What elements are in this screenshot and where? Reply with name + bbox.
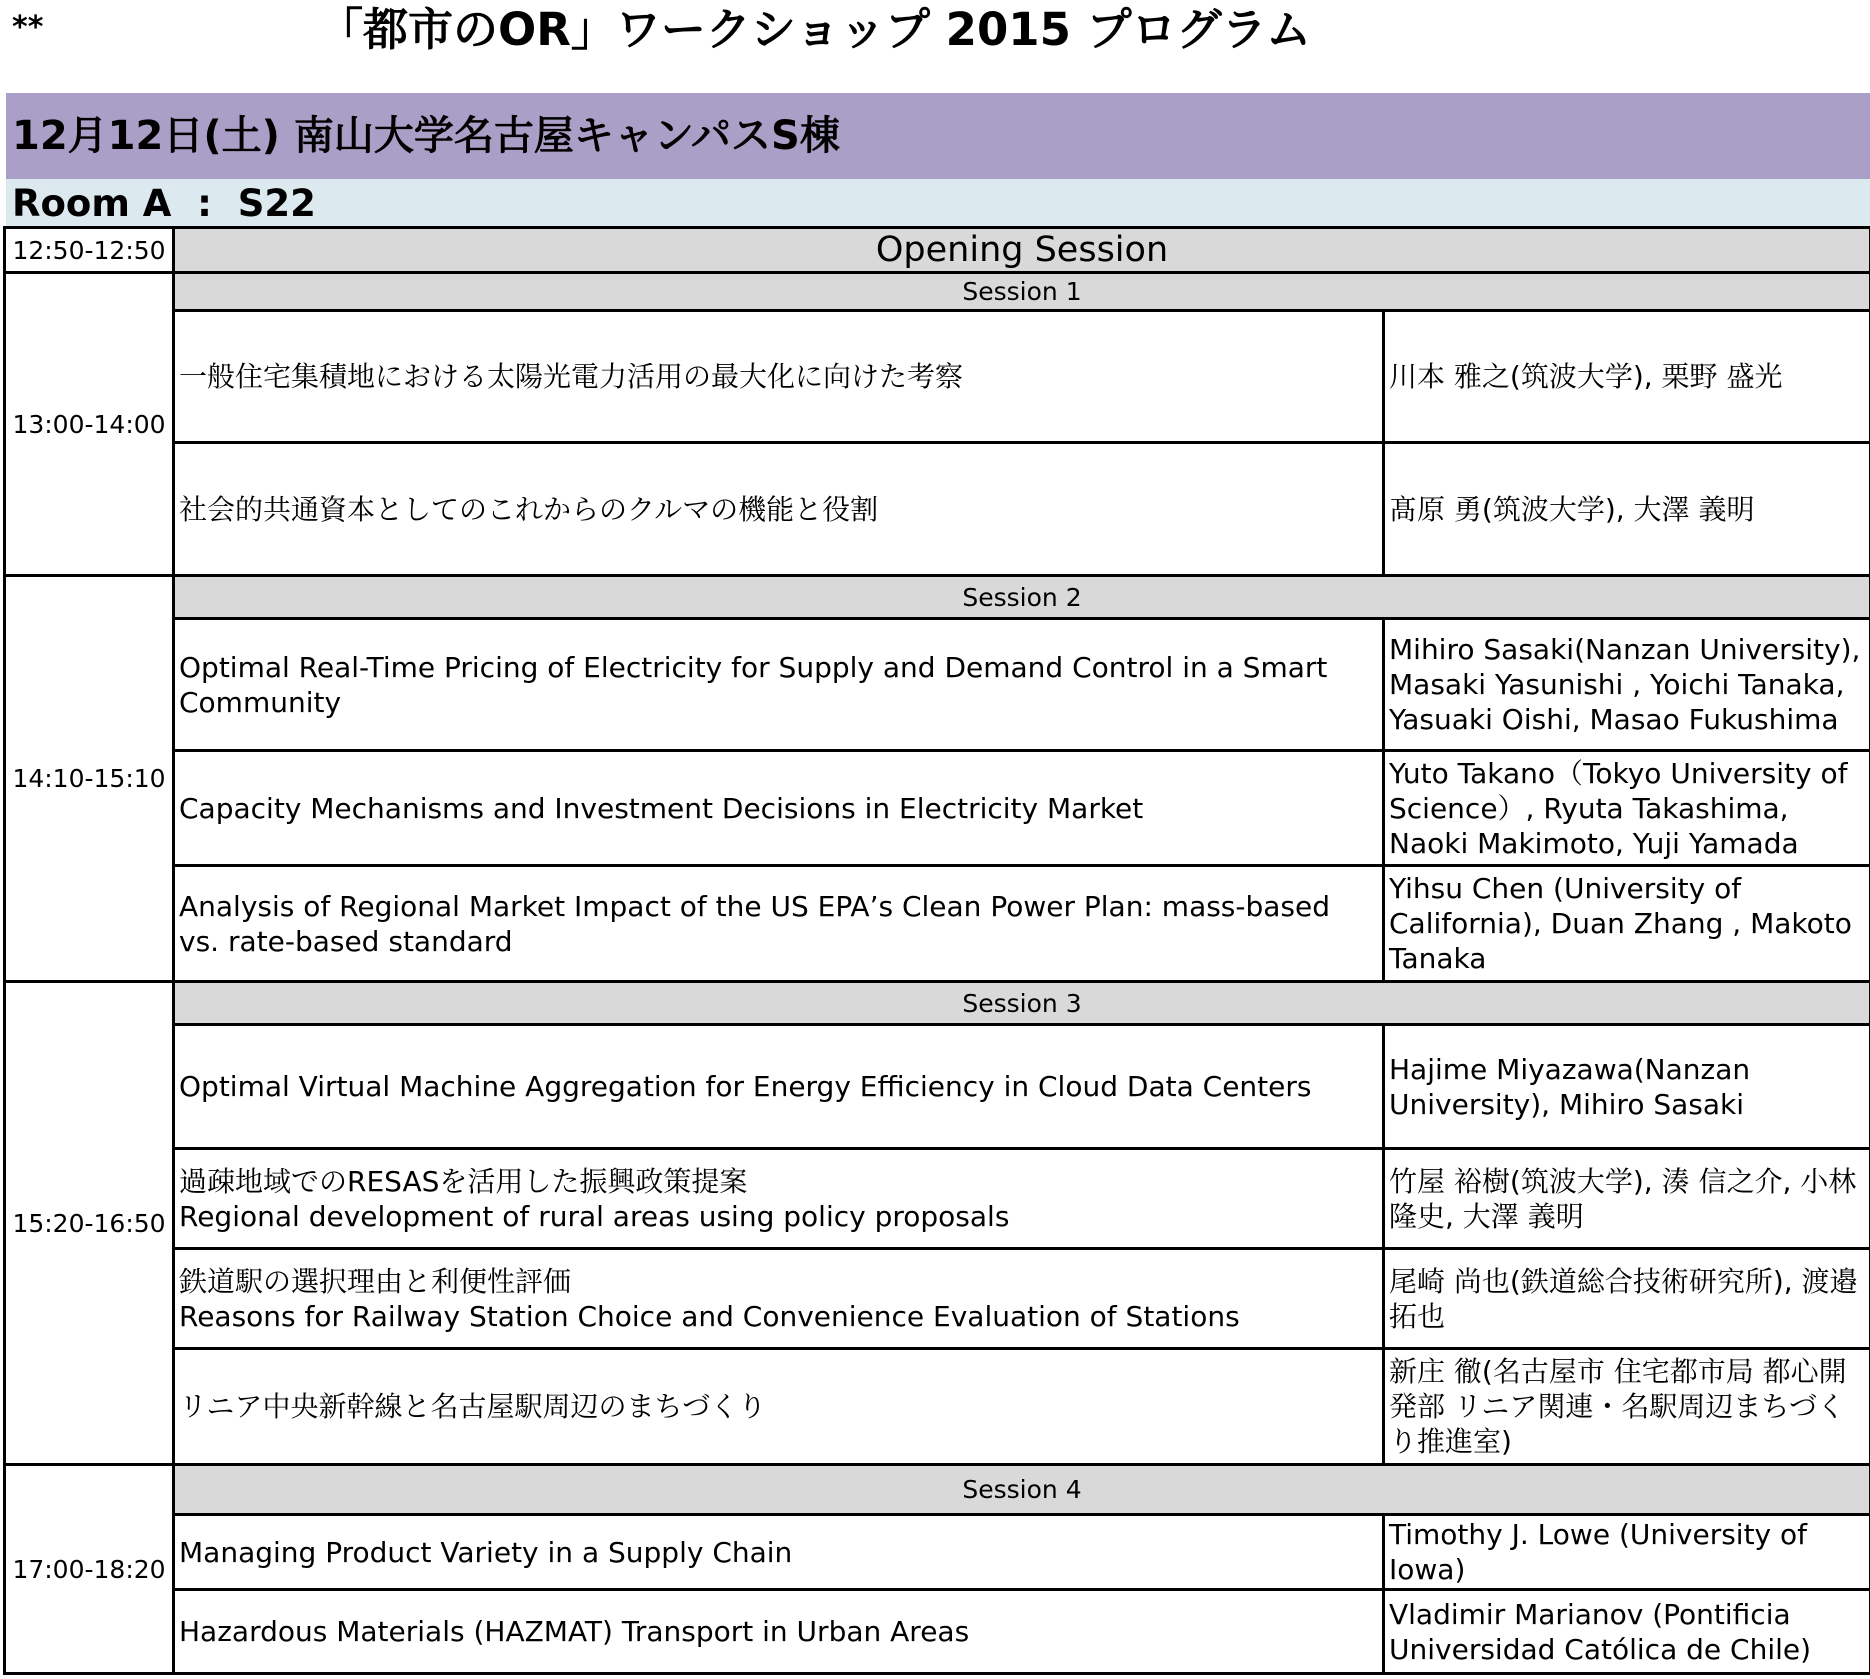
table-row <box>5 751 1870 866</box>
talk-authors: 髙原 勇(筑波大学), 大澤 義明 <box>1384 443 1870 576</box>
talk-title-cell <box>174 1249 1384 1349</box>
talk-authors: Yuto Takano（Tokyo University of Science）, Ryuta Takashima, Naoki Makimoto, Yuji Yamada <box>1384 751 1870 866</box>
talk-title: 一般住宅集積地における太陽光電力活用の最大化に向けた考察 <box>174 311 1384 443</box>
session-time: 17:00-18:20 <box>5 1465 174 1674</box>
table-row <box>5 443 1870 576</box>
page-title: 「都市のOR」ワークショップ 2015 プログラム <box>318 3 1312 56</box>
talk-authors: 新庄 徹(名古屋市 住宅都市局 都心開発部 リニア関連・名駅周辺まちづくり推進室) <box>1384 1349 1870 1465</box>
talk-subtitle: Reasons for Railway Station Choice and Convenience Evaluation of Stations <box>179 1299 1240 1333</box>
talk-title: リニア中央新幹線と名古屋駅周辺のまちづくり <box>174 1349 1384 1465</box>
session-header: Session 3 <box>174 982 1870 1025</box>
talk-title: Managing Product Variety in a Supply Chain <box>174 1515 1384 1590</box>
table-row <box>5 1249 1870 1349</box>
talk-authors: Mihiro Sasaki(Nanzan University), Masaki Yasunishi , Yoichi Tanaka, Yasuaki Oishi, Masao Fukushima <box>1384 619 1870 751</box>
table-row <box>5 1590 1870 1674</box>
table-row <box>5 866 1870 982</box>
table-row <box>5 1349 1870 1465</box>
talk-title: 鉄道駅の選択理由と利便性評価 <box>179 1264 572 1298</box>
talk-subtitle: Regional development of rural areas using policy proposals <box>179 1199 1010 1233</box>
talk-title: Analysis of Regional Market Impact of the US EPA’s Clean Power Plan: mass-based vs. rate-based standard <box>174 866 1384 982</box>
talk-authors: 尾崎 尚也(鉄道総合技術研究所), 渡邉拓也 <box>1384 1249 1870 1349</box>
table-row <box>5 1149 1870 1249</box>
table-row <box>5 1515 1870 1590</box>
talk-authors: Yihsu Chen (University of California), Duan Zhang , Makoto Tanaka <box>1384 866 1870 982</box>
table-row <box>5 1025 1870 1149</box>
table-row <box>5 311 1870 443</box>
session-header: Session 4 <box>174 1465 1870 1515</box>
session-time: 15:20-16:50 <box>5 982 174 1465</box>
session-time: 13:00-14:00 <box>5 273 174 576</box>
opening-time: 12:50-12:50 <box>5 228 174 273</box>
day-header: 12月12日(土) 南山大学名古屋キャンパスS棟 <box>6 93 1870 179</box>
talk-title: Capacity Mechanisms and Investment Decisions in Electricity Market <box>174 751 1384 866</box>
table-row <box>5 619 1870 751</box>
talk-title: Optimal Real-Time Pricing of Electricity for Supply and Demand Control in a Smart Community <box>174 619 1384 751</box>
talk-title: Hazardous Materials (HAZMAT) Transport in Urban Areas <box>174 1590 1384 1674</box>
header-mark: ** <box>12 10 44 45</box>
session-header: Session 2 <box>174 576 1870 619</box>
talk-authors: Timothy J. Lowe (University of Iowa) <box>1384 1515 1870 1590</box>
talk-title: Optimal Virtual Machine Aggregation for Energy Efficiency in Cloud Data Centers <box>174 1025 1384 1149</box>
talk-authors: Vladimir Marianov (Pontificia Universidad Católica de Chile) <box>1384 1590 1870 1674</box>
session-header: Session 1 <box>174 273 1870 311</box>
talk-title: 過疎地域でのRESASを活用した振興政策提案 <box>179 1164 748 1198</box>
talk-title: 社会的共通資本としてのこれからのクルマの機能と役割 <box>174 443 1384 576</box>
talk-authors: Hajime Miyazawa(Nanzan University), Mihiro Sasaki <box>1384 1025 1870 1149</box>
session-time: 14:10-15:10 <box>5 576 174 982</box>
program-table <box>3 226 1870 1675</box>
room-header: Room A : S22 <box>6 179 1870 226</box>
talk-title-cell <box>174 1149 1384 1249</box>
talk-authors: 竹屋 裕樹(筑波大学), 湊 信之介, 小林 隆史, 大澤 義明 <box>1384 1149 1870 1249</box>
talk-authors: 川本 雅之(筑波大学), 栗野 盛光 <box>1384 311 1870 443</box>
opening-session: Opening Session <box>174 228 1870 273</box>
